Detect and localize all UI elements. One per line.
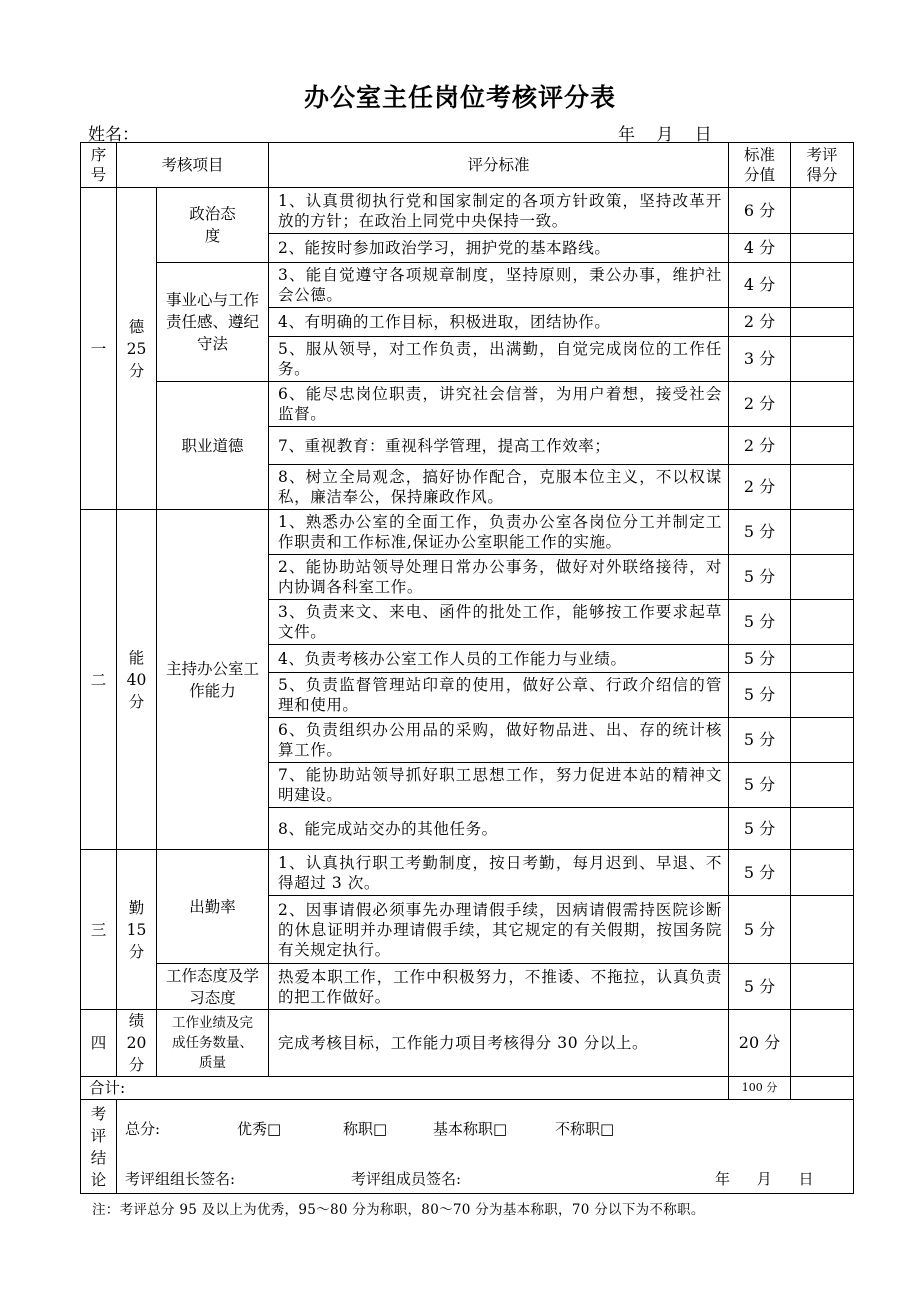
- conclusion-date: 年 月 日: [715, 1169, 814, 1188]
- score-input-cell[interactable]: [791, 263, 854, 308]
- header-item: 考核项目: [117, 143, 269, 188]
- standard-points: 2 分: [729, 465, 791, 510]
- standard-points: 6 分: [729, 188, 791, 234]
- criteria-text: 2、能按时参加政治学习，拥护党的基本路线。: [269, 234, 729, 263]
- criteria-row: [81, 382, 854, 427]
- section-seq: 一: [81, 188, 117, 510]
- total-score-cell[interactable]: [791, 1077, 854, 1100]
- score-input-cell[interactable]: [791, 964, 854, 1010]
- standard-points: 5 分: [729, 763, 791, 808]
- score-table: [80, 142, 854, 1194]
- leader-signature-label: 考评组组长签名:: [125, 1169, 236, 1188]
- criteria-row: [81, 263, 854, 308]
- option-excellent[interactable]: 优秀□: [237, 1119, 282, 1138]
- score-input-cell[interactable]: [791, 382, 854, 427]
- name-label: 姓名：: [88, 125, 139, 145]
- standard-points: 4 分: [729, 263, 791, 308]
- header-score: 考评得分: [791, 143, 854, 188]
- header-seq: 序号: [81, 143, 117, 188]
- total-row: [81, 1077, 854, 1100]
- standard-points: 5 分: [729, 850, 791, 896]
- standard-points: 5 分: [729, 600, 791, 645]
- criteria-row: [81, 964, 854, 1010]
- group-name: 工作业绩及完成任务数量、质量: [157, 1010, 269, 1077]
- standard-points: 5 分: [729, 673, 791, 718]
- score-input-cell[interactable]: [791, 337, 854, 382]
- group-name: 事业心与工作责任感、遵纪守法: [157, 263, 269, 382]
- section-category: 能40分: [117, 510, 157, 850]
- standard-points: 5 分: [729, 808, 791, 850]
- score-input-cell[interactable]: [791, 645, 854, 673]
- criteria-text: 7、重视教育：重视科学管理，提高工作效率；: [269, 427, 729, 465]
- member-signature-label: 考评组成员签名:: [351, 1169, 462, 1188]
- conclusion-label: 考评结论: [81, 1100, 117, 1194]
- total-points: 100 分: [729, 1077, 791, 1100]
- total-label: 合计:: [81, 1077, 729, 1100]
- option-incompetent[interactable]: 不称职□: [555, 1119, 615, 1138]
- header-row: [81, 143, 854, 188]
- criteria-text: 1、认真执行职工考勤制度，按日考勤，每月迟到、早退、不得超过 3 次。: [269, 850, 729, 896]
- score-input-cell[interactable]: [791, 1010, 854, 1077]
- score-input-cell[interactable]: [791, 308, 854, 337]
- conclusion-row: [81, 1100, 854, 1194]
- criteria-text: 6、负责组织办公用品的采购，做好物品进、出、存的统计核算工作。: [269, 718, 729, 763]
- criteria-text: 8、能完成站交办的其他任务。: [269, 808, 729, 850]
- footnote: 注：考评总分 95 及以上为优秀，95～80 分为称职，80～70 分为基本称职，70 分以下为不称职。: [92, 1202, 705, 1218]
- score-input-cell[interactable]: [791, 427, 854, 465]
- criteria-text: 5、服从领导，对工作负责，出满勤，自觉完成岗位的工作任务。: [269, 337, 729, 382]
- standard-points: 5 分: [729, 645, 791, 673]
- standard-points: 2 分: [729, 382, 791, 427]
- score-input-cell[interactable]: [791, 718, 854, 763]
- section-category: 德25分: [117, 188, 157, 510]
- standard-points: 20 分: [729, 1010, 791, 1077]
- score-input-cell[interactable]: [791, 600, 854, 645]
- criteria-text: 1、熟悉办公室的全面工作，负责办公室各岗位分工并制定工作职责和工作标准,保证办公室职能工作的实施。: [269, 510, 729, 555]
- standard-points: 2 分: [729, 427, 791, 465]
- total-score-label: 总分:: [125, 1119, 161, 1138]
- criteria-text: 5、负责监督管理站印章的使用，做好公章、行政介绍信的管理和使用。: [269, 673, 729, 718]
- score-input-cell[interactable]: [791, 555, 854, 600]
- criteria-text: 7、能协助站领导抓好职工思想工作，努力促进本站的精神文明建设。: [269, 763, 729, 808]
- group-name: 出勤率: [157, 850, 269, 964]
- conclusion-body: [117, 1100, 854, 1194]
- standard-points: 5 分: [729, 718, 791, 763]
- section-seq: 三: [81, 850, 117, 1010]
- score-input-cell[interactable]: [791, 510, 854, 555]
- score-input-cell[interactable]: [791, 465, 854, 510]
- standard-points: 3 分: [729, 337, 791, 382]
- page-title: 办公室主任岗位考核评分表: [303, 83, 616, 112]
- date-line: 年 月 日: [618, 125, 712, 145]
- criteria-text: 完成考核目标，工作能力项目考核得分 30 分以上。: [269, 1010, 729, 1077]
- standard-points: 5 分: [729, 510, 791, 555]
- score-input-cell[interactable]: [791, 763, 854, 808]
- criteria-text: 2、能协助站领导处理日常办公事务，做好对外联络接待，对内协调各科室工作。: [269, 555, 729, 600]
- header-standard: 标准分值: [729, 143, 791, 188]
- group-name: 政治态度: [157, 188, 269, 263]
- criteria-text: 3、能自觉遵守各项规章制度，坚持原则，秉公办事，维护社会公德。: [269, 263, 729, 308]
- standard-points: 5 分: [729, 555, 791, 600]
- standard-points: 5 分: [729, 896, 791, 964]
- standard-points: 5 分: [729, 964, 791, 1010]
- section-seq: 四: [81, 1010, 117, 1077]
- section-seq: 二: [81, 510, 117, 850]
- score-input-cell[interactable]: [791, 234, 854, 263]
- group-name: 主持办公室工作能力: [157, 510, 269, 850]
- section-category: 勤15分: [117, 850, 157, 1010]
- option-competent[interactable]: 称职□: [343, 1119, 388, 1138]
- score-input-cell[interactable]: [791, 896, 854, 964]
- criteria-row: [81, 1010, 854, 1077]
- criteria-text: 6、能尽忠岗位职责，讲究社会信誉，为用户着想，接受社会监督。: [269, 382, 729, 427]
- criteria-text: 4、负责考核办公室工作人员的工作能力与业绩。: [269, 645, 729, 673]
- score-input-cell[interactable]: [791, 673, 854, 718]
- section-category: 绩20分: [117, 1010, 157, 1077]
- criteria-text: 2、因事请假必须事先办理请假手续，因病请假需持医院诊断的休息证明并办理请假手续，其它规定的有关假期，按国务院有关规定执行。: [269, 896, 729, 964]
- standard-points: 4 分: [729, 234, 791, 263]
- criteria-text: 热爱本职工作，工作中积极努力，不推诿、不拖拉，认真负责的把工作做好。: [269, 964, 729, 1010]
- header-criteria: 评分标准: [269, 143, 729, 188]
- group-name: 工作态度及学习态度: [157, 964, 269, 1010]
- option-basic-competent[interactable]: 基本称职□: [433, 1119, 508, 1138]
- score-input-cell[interactable]: [791, 188, 854, 234]
- score-input-cell[interactable]: [791, 850, 854, 896]
- group-name: 职业道德: [157, 382, 269, 510]
- criteria-row: [81, 188, 854, 234]
- criteria-text: 8、树立全局观念，搞好协作配合，克服本位主义，不以权谋私，廉洁奉公，保持廉政作风。: [269, 465, 729, 510]
- criteria-text: 1、认真贯彻执行党和国家制定的各项方针政策，坚持改革开放的方针；在政治上同党中央保持一致。: [269, 188, 729, 234]
- criteria-text: 3、负责来文、来电、函件的批处工作，能够按工作要求起草文件。: [269, 600, 729, 645]
- criteria-text: 4、有明确的工作目标，积极进取，团结协作。: [269, 308, 729, 337]
- standard-points: 2 分: [729, 308, 791, 337]
- criteria-row: [81, 510, 854, 555]
- score-input-cell[interactable]: [791, 808, 854, 850]
- criteria-row: [81, 850, 854, 896]
